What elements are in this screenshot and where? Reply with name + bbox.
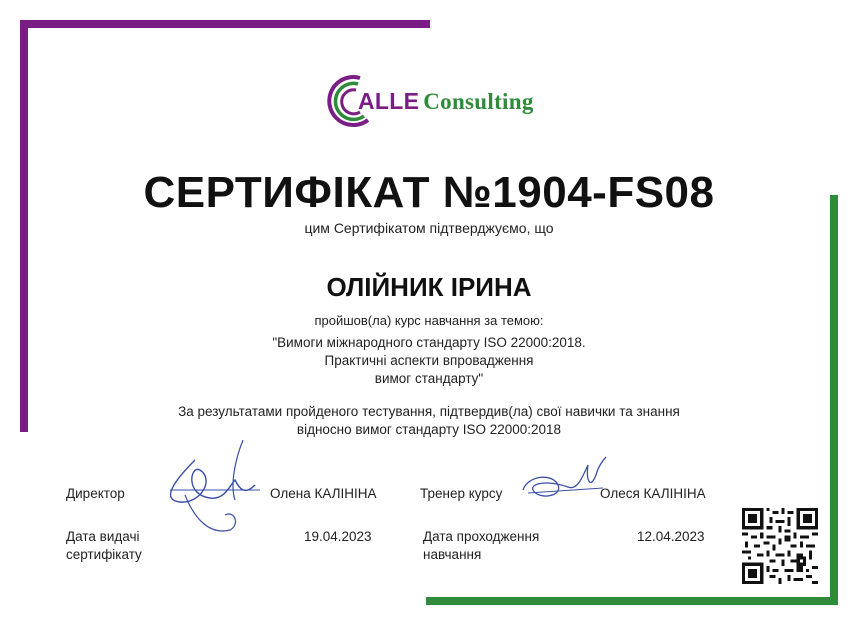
issue-label-line: сертифікату: [66, 547, 142, 562]
director-signature: [155, 440, 265, 540]
qr-code-icon: [742, 508, 818, 584]
course-topic-line: Практичні аспекти впровадження: [324, 353, 534, 368]
result-statement: [0, 403, 858, 439]
director-label: Директор: [66, 486, 125, 501]
trainer-label: Тренер курсу: [420, 486, 503, 501]
issue-date-value: 19.04.2023: [304, 529, 372, 544]
trainer-name: Олеся КАЛІНІНА: [600, 486, 706, 501]
alle-consulting-logo: [320, 70, 540, 132]
course-topic-line: вимог стандарту": [374, 371, 484, 386]
issue-date-label: [66, 528, 142, 564]
issue-label-line: Дата видачі: [66, 529, 140, 544]
trainer-signature: [518, 455, 608, 510]
result-line: За результатами пройденого тестування, підтвердив(ла) свої навички та знання: [178, 404, 680, 419]
training-date-value: 12.04.2023: [637, 529, 705, 544]
logo-brand: ALLE: [358, 88, 420, 114]
director-name: Олена КАЛІНІНА: [270, 486, 377, 501]
logo-suffix: Consulting: [423, 89, 534, 114]
training-label-line: Дата проходження: [423, 529, 540, 544]
passed-course-text: пройшов(ла) курс навчання за темою:: [314, 313, 544, 328]
course-topic-line: "Вимоги міжнародного стандарту ISO 22000:2018.: [272, 335, 586, 350]
course-topic: [0, 334, 858, 388]
recipient-name: ОЛІЙНИК ІРИНА: [326, 272, 532, 302]
certificate-title: СЕРТИФІКАТ №1904-FS08: [143, 168, 715, 217]
result-line: відносно вимог стандарту ISO 22000:2018: [296, 422, 562, 437]
training-date-label: [423, 528, 539, 564]
training-label-line: навчання: [423, 547, 482, 562]
confirm-text: цим Сертифікатом підтверджуємо, що: [304, 220, 554, 236]
logo-text: [358, 88, 534, 115]
